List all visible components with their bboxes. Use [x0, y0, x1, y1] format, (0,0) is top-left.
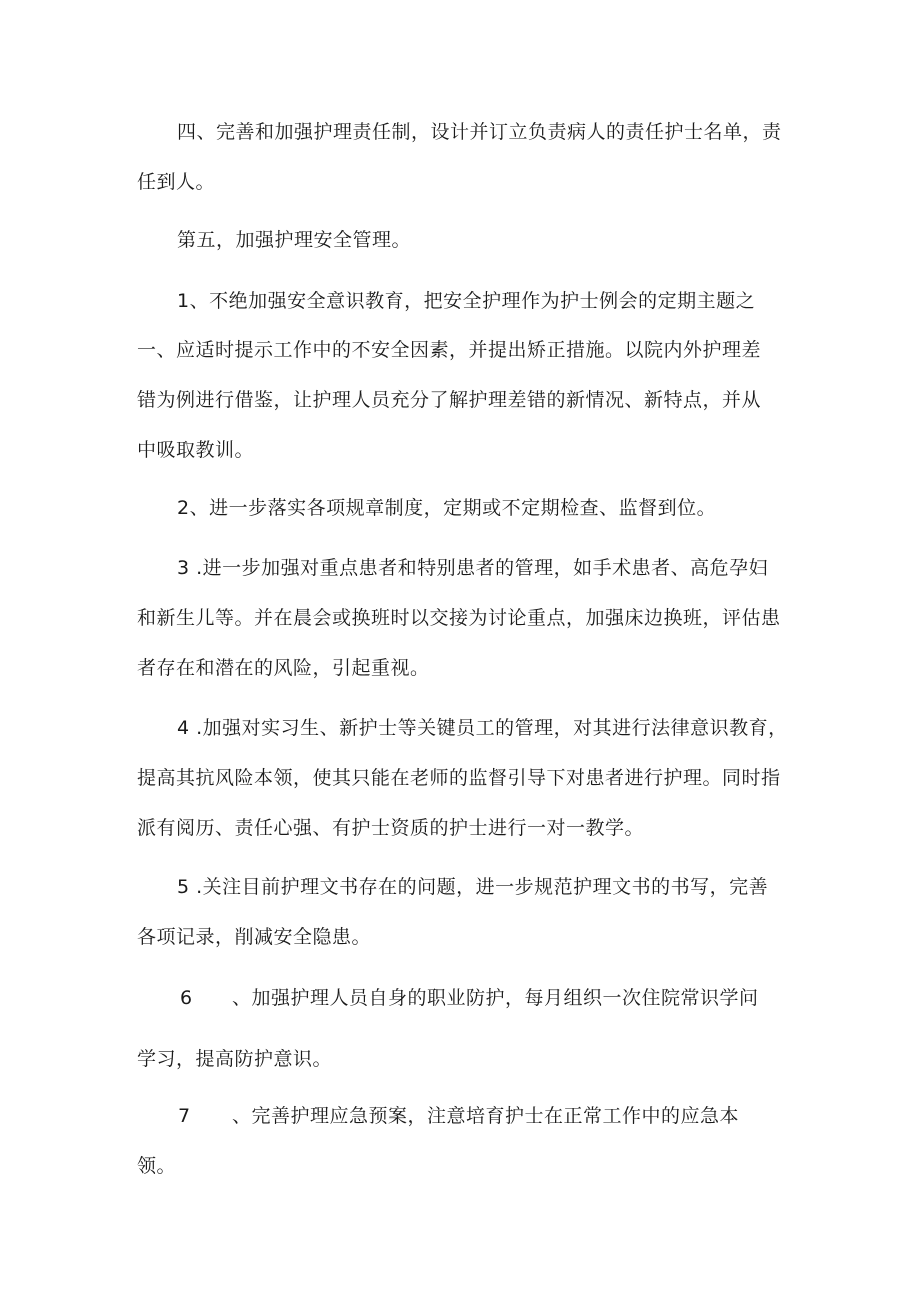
paragraph-3-line-2: 一、应适时提示工作中的不安全因素，并提出矫正措施。以院内外护理差	[137, 339, 762, 361]
paragraph-1-line-1: 四、完善和加强护理责任制，设计并订立负责病人的责任护士名单，责	[177, 121, 782, 143]
item-number-6: 6	[180, 987, 193, 1009]
paragraph-5-line-2: 和新生儿等。并在晨会或换班时以交接为讨论重点，加强床边换班，评估患	[137, 607, 781, 629]
item-number-7: 7	[178, 1105, 191, 1127]
paragraph-9-line-1: 、完善护理应急预案，注意培育护士在正常工作中的应急本	[232, 1105, 740, 1127]
paragraph-3-line-3: 错为例进行借鉴，让护理人员充分了解护理差错的新情况、新特点，并从	[137, 389, 762, 411]
paragraph-8-line-1: 、加强护理人员自身的职业防护，每月组织一次住院常识学问	[232, 987, 759, 1009]
paragraph-6-line-2: 提高其抗风险本领，使其只能在老师的监督引导下对患者进行护理。同时指	[137, 767, 781, 789]
section-heading: 第五，加强护理安全管理。	[177, 229, 412, 251]
paragraph-3-line-1: 1、不绝加强安全意识教育，把安全护理作为护士例会的定期主题之	[177, 290, 756, 312]
paragraph-8-line-2: 学习，提高防护意识。	[137, 1048, 333, 1070]
paragraph-9-line-2: 领。	[137, 1155, 177, 1177]
paragraph-1-line-2: 任到人。	[137, 171, 216, 193]
paragraph-4-line-1: 2、进一步落实各项规章制度，定期或不定期检查、监督到位。	[177, 497, 717, 519]
paragraph-7-line-2: 各项记录，削减安全隐患。	[137, 926, 372, 948]
paragraph-6-line-3: 派有阅历、责任心强、有护士资质的护士进行一对一教学。	[137, 817, 645, 839]
paragraph-7-line-1: 5 .关注目前护理文书存在的问题，进一步规范护理文书的书写，完善	[177, 876, 769, 898]
paragraph-5-line-1: 3 .进一步加强对重点患者和特别患者的管理，如手术患者、高危孕妇	[177, 557, 769, 579]
paragraph-6-line-1: 4 .加强对实习生、新护士等关键员工的管理，对其进行法律意识教育，	[177, 717, 788, 739]
paragraph-3-line-4: 中吸取教训。	[137, 439, 255, 461]
paragraph-5-line-3: 者存在和潜在的风险，引起重视。	[137, 657, 430, 679]
